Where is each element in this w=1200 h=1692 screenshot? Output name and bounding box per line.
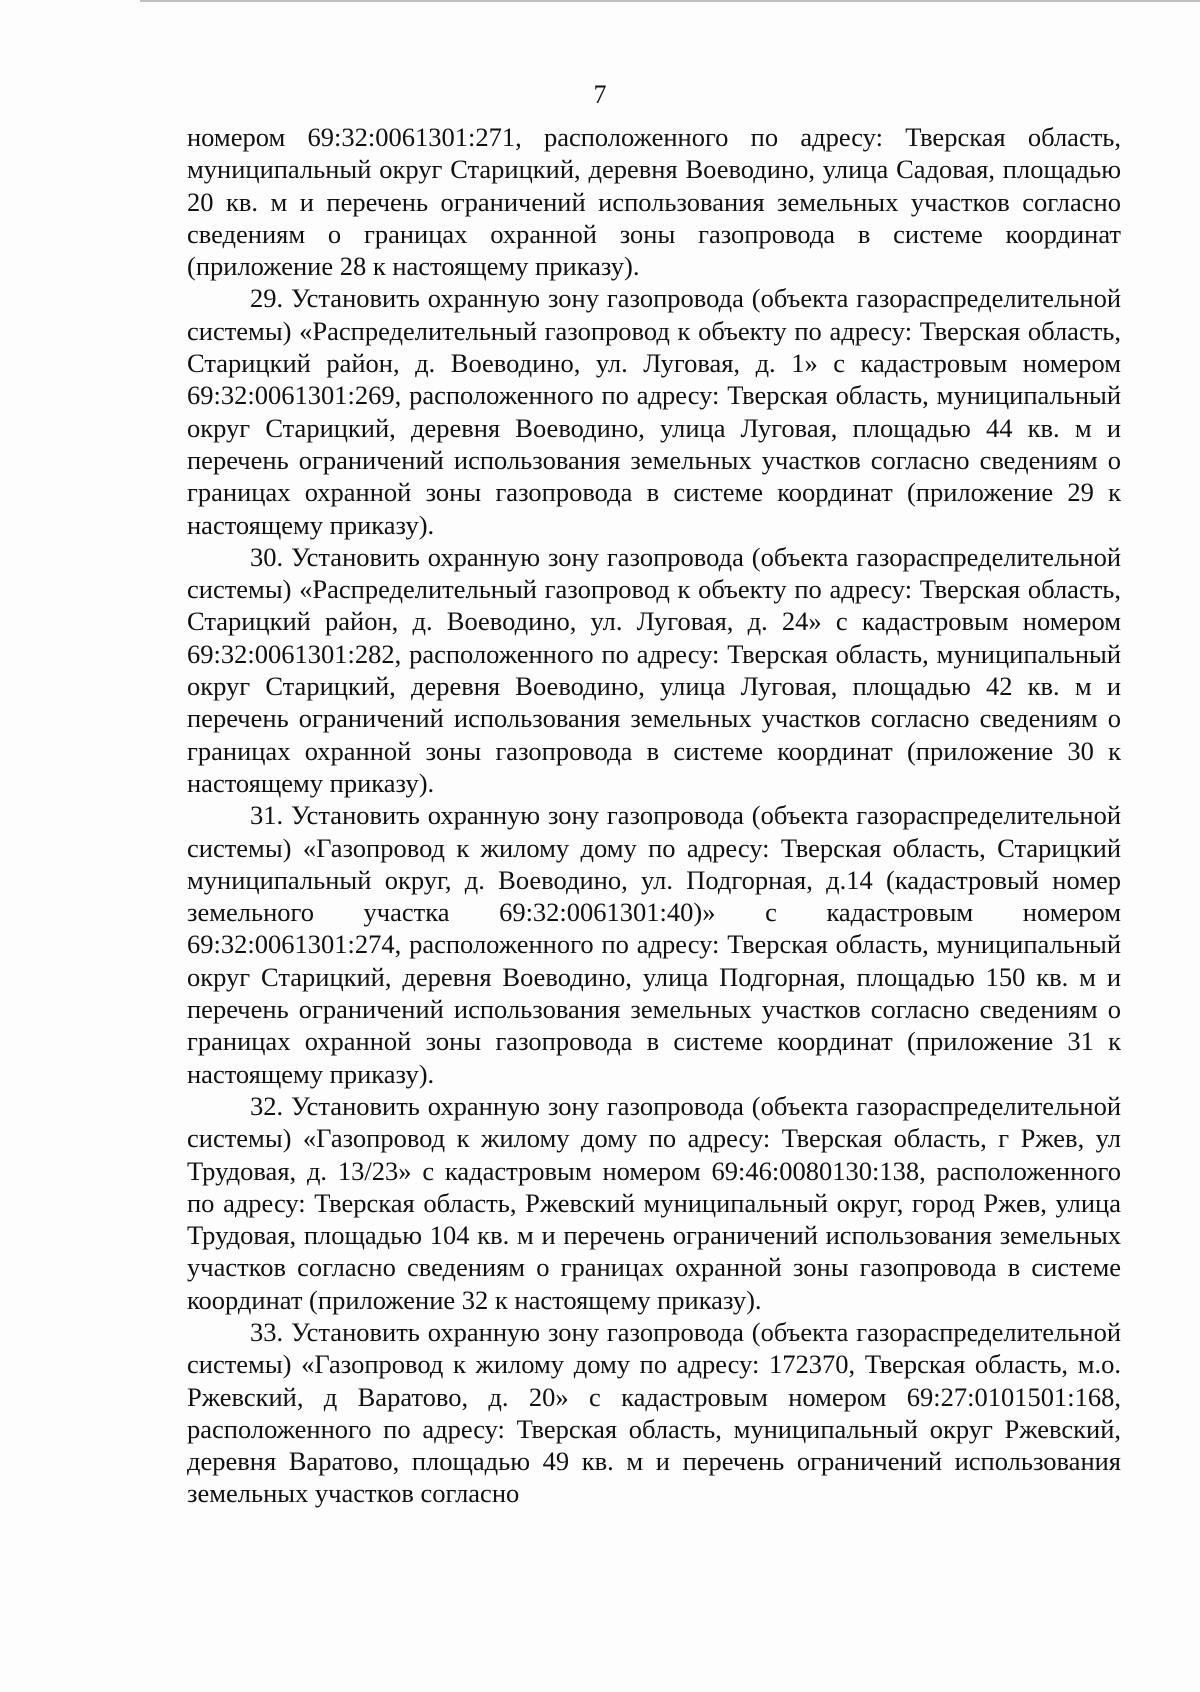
page-number: 7: [593, 80, 607, 109]
scan-edge-line: [140, 0, 1200, 2]
paragraph-item-33: 33. Установить охранную зону газопровода (объекта газораспределительной системы) «Газопровод к жилому дому по адресу: 172370, Тверская область, м.о. Ржевский, д Варатово, д. 20» с кадастровым номером 69:27:0101501:168, расположенного по адресу: Тверская область, муниципальный округ Ржевский, деревня Варатово, площадью 49 кв. м и перечень ограничений использования земельных участков согласно: [187, 1316, 1121, 1509]
paragraph-item-31: 31. Установить охранную зону газопровода (объекта газораспределительной системы) «Газопровод к жилому дому по адресу: Тверская область, Старицкий муниципальный округ, д. Воеводино, ул. Подгорная, д.14 (кадастровый номер земельного участка 69:32:0061301:40)» с кадастровым номером 69:32:0061301:274, расположенного по адресу: Тверская область, муниципальный округ Старицкий, деревня Воеводино, улица Подгорная, площадью 150 кв. м и перечень ограничений использования земельных участков согласно сведениям о границах охранной зоны газопровода в системе координат (приложение 31 к настоящему приказу).: [187, 800, 1121, 1089]
paragraph-continuation: номером 69:32:0061301:271, расположенного по адресу: Тверская область, муниципальный округ Старицкий, деревня Воеводино, улица Садовая, площадью 20 кв. м и перечень ограничений использования земельных участков согласно сведениям о границах охранной зоны газопровода в системе координат (приложение 28 к настоящему приказу).: [187, 122, 1121, 282]
paragraph-item-32: 32. Установить охранную зону газопровода (объекта газораспределительной системы) «Газопровод к жилому дому по адресу: Тверская область, г Ржев, ул Трудовая, д. 13/23» с кадастровым номером 69:46:0080130:138, расположенного по адресу: Тверская область, Ржевский муниципальный округ, город Ржев, улица Трудовая, площадью 104 кв. м и перечень ограничений использования земельных участков согласно сведениям о границах охранной зоны газопровода в системе координат (приложение 32 к настоящему приказу).: [187, 1090, 1121, 1315]
document-body: [187, 121, 1121, 1510]
paragraph-item-30: 30. Установить охранную зону газопровода (объекта газораспределительной системы) «Распределительный газопровод к объекту по адресу: Тверская область, Старицкий район, д. Воеводино, ул. Луговая, д. 24» с кадастровым номером 69:32:0061301:282, расположенного по адресу: Тверская область, муниципальный округ Старицкий, деревня Воеводино, улица Луговая, площадью 42 кв. м и перечень ограничений использования земельных участков согласно сведениям о границах охранной зоны газопровода в системе координат (приложение 30 к настоящему приказу).: [187, 541, 1121, 798]
paragraph-item-29: 29. Установить охранную зону газопровода (объекта газораспределительной системы) «Распределительный газопровод к объекту по адресу: Тверская область, Старицкий район, д. Воеводино, ул. Луговая, д. 1» с кадастровым номером 69:32:0061301:269, расположенного по адресу: Тверская область, муниципальный округ Старицкий, деревня Воеводино, улица Луговая, площадью 44 кв. м и перечень ограничений использования земельных участков согласно сведениям о границах охранной зоны газопровода в системе координат (приложение 29 к настоящему приказу).: [187, 283, 1121, 540]
